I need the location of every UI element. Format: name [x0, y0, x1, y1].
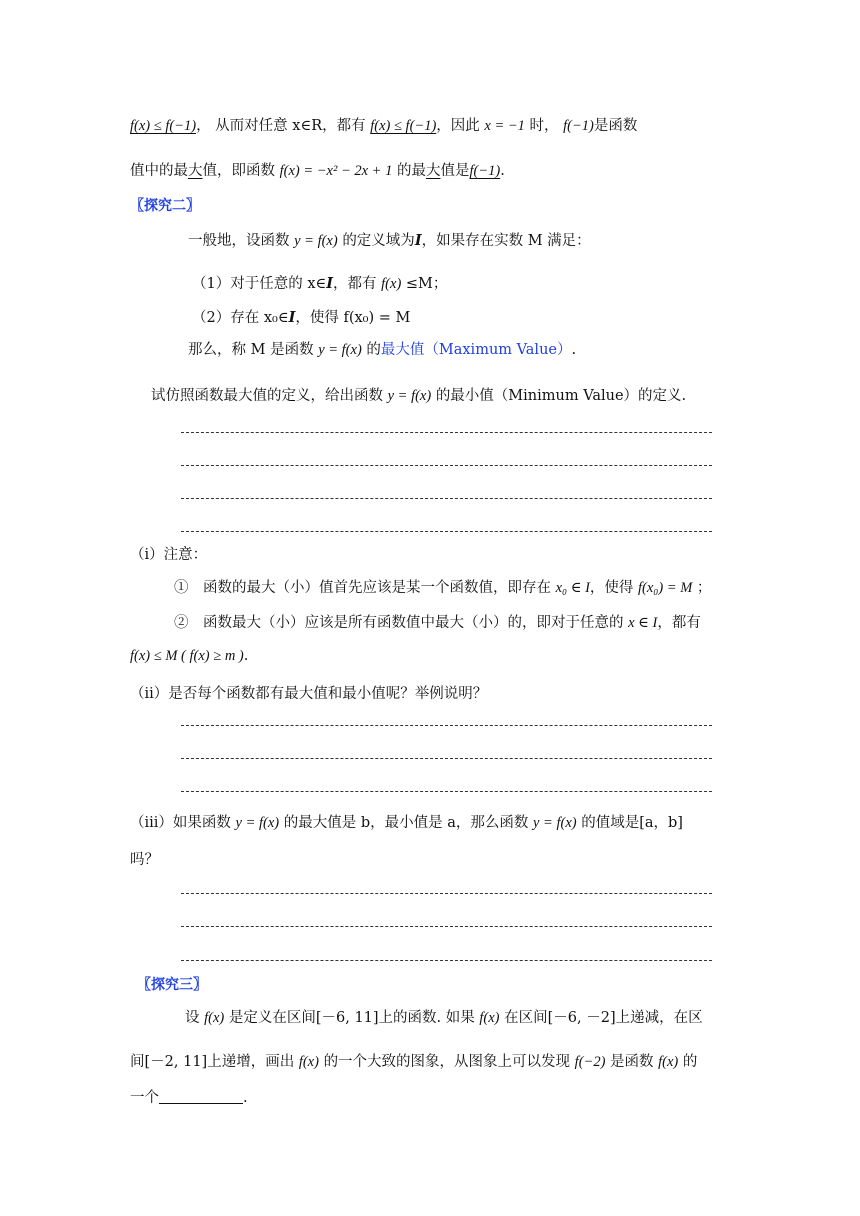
math-expression: f(x) [298, 1054, 319, 1070]
text-line [130, 1088, 248, 1108]
math-expression: y = f(x) [533, 815, 577, 831]
section-heading: 〖探究三〗 [137, 977, 207, 993]
text-span: 的最大值是 b，最小值是 a，那么函数 [283, 815, 529, 831]
text-line [130, 646, 248, 666]
answer-line [181, 960, 712, 961]
text-span: （1）对于任意的 x∈ [192, 276, 327, 292]
text-span: 大 [188, 163, 203, 179]
answer-line [181, 432, 712, 433]
text-span: ，使得 f(x₀) = M [295, 310, 411, 326]
text-span: 值是 [440, 163, 470, 179]
text-line [130, 813, 683, 833]
text-span: 是函数 [593, 118, 638, 134]
text-span: 值中的最 [130, 163, 188, 179]
text-span: 的值域是[a，b] [581, 815, 683, 831]
answer-line [181, 791, 712, 792]
text-span: ，使得 [589, 580, 634, 596]
highlight-term: 最大值（Maximum Value） [380, 342, 572, 358]
text-line [188, 340, 576, 360]
text-line [130, 116, 637, 136]
math-expression: f(−2) [574, 1054, 606, 1070]
math-expression: y = f(x) [235, 815, 280, 831]
text-span: 的 [366, 342, 381, 358]
text-line [130, 161, 505, 181]
text-line [130, 1052, 697, 1072]
text-line [185, 1008, 703, 1028]
text-span: ② 函数最大（小）应该是所有函数值中最大（小）的，即对于任意的 [174, 615, 624, 631]
math-expression: x₀ ∈ I [555, 580, 590, 596]
math-symbol: I [326, 275, 334, 292]
answer-line [181, 758, 712, 759]
text-span: 时， [529, 118, 559, 134]
text-line [174, 613, 701, 633]
math-expression: f(x) [204, 1010, 225, 1026]
text-span: 的最小值（Minimum Value）的定义. [435, 388, 687, 404]
answer-line [181, 465, 712, 466]
text-line [192, 274, 447, 294]
answer-line [181, 531, 712, 532]
text-span: . [500, 163, 505, 179]
text-span: ≤M； [405, 276, 448, 292]
text-span: 间[－2, 11]上递增，画出 [130, 1054, 295, 1070]
text-span: ，都有 [333, 276, 377, 292]
text-line [130, 684, 487, 704]
math-expression: f(x₀) = M [638, 580, 693, 596]
text-line [130, 545, 207, 565]
answer-line [181, 926, 712, 927]
text-span: 的最 [396, 163, 426, 179]
text-span: 吗？ [130, 852, 159, 868]
math-symbol: I [414, 232, 422, 249]
text-line [151, 386, 686, 406]
text-span: 在区间[－6, －2]上递减，在区 [504, 1010, 703, 1026]
text-span: 一般地，设函数 [188, 233, 290, 249]
math-expression: f(−1) [469, 163, 501, 179]
text-span: . [243, 648, 249, 664]
text-span: 设 [185, 1010, 200, 1026]
text-line [130, 850, 159, 870]
math-expression: x = −1 [484, 118, 525, 134]
answer-line [181, 498, 712, 499]
text-span: ，因此 [436, 118, 480, 134]
text-span: 是定义在区间[－6, 11]上的函数. 如果 [228, 1010, 475, 1026]
text-span: . [243, 1090, 248, 1106]
math-expression: f(x) ≤ f(−1) [130, 118, 197, 134]
fill-in-blank[interactable] [159, 1089, 243, 1104]
math-expression: y = f(x) [387, 388, 432, 404]
text-span: 是函数 [610, 1054, 654, 1070]
text-span: ，都有 [657, 615, 701, 631]
text-span: ； [696, 580, 712, 596]
math-expression: f(x) ≤ f(−1) [370, 118, 437, 134]
math-expression: x ∈ I [628, 615, 658, 631]
text-line [174, 578, 711, 598]
text-span: 的一个大致的图象，从图象上可以发现 [323, 1054, 571, 1070]
math-expression: y = f(x) [318, 342, 362, 358]
math-expression: f(x) = −x² − 2x + 1 [279, 163, 393, 179]
text-span: 一个 [130, 1090, 159, 1106]
text-span: ， 从而对任意 x∈R，都有 [196, 118, 366, 134]
note-label: （ⅰ）注意： [130, 547, 208, 563]
text-line [192, 308, 410, 328]
text-span: 值，即函数 [202, 163, 275, 179]
math-symbol: I [288, 309, 296, 326]
math-expression: y = f(x) [294, 233, 338, 249]
text-span: . [571, 342, 577, 358]
text-span: 那么，称 M 是函数 [188, 342, 314, 358]
text-span: 大 [425, 163, 441, 179]
text-span: ，如果存在实数 M 满足： [421, 233, 591, 249]
text-span: 试仿照函数最大值的定义，给出函数 [151, 388, 383, 404]
math-expression: f(x) ≤ M ( f(x) ≥ m ) [130, 648, 244, 664]
text-span: 的 [682, 1054, 698, 1070]
answer-line [181, 893, 712, 894]
text-line [188, 231, 591, 251]
text-span: （2）存在 x₀∈ [192, 310, 289, 326]
answer-line [181, 725, 712, 726]
math-expression: f(x) [479, 1010, 500, 1026]
math-expression: f(x) [381, 276, 402, 292]
section-heading: 〖探究二〗 [130, 198, 200, 214]
math-expression: f(−1) [563, 118, 594, 134]
text-span: 的定义域为 [342, 233, 415, 249]
question-text: （ⅱ）是否每个函数都有最大值和最小值呢？举例说明？ [130, 686, 488, 702]
text-span: ① 函数的最大（小）值首先应该是某一个函数值，即存在 [174, 580, 551, 596]
math-expression: f(x) [658, 1054, 679, 1070]
text-span: （ⅲ）如果函数 [130, 815, 231, 831]
